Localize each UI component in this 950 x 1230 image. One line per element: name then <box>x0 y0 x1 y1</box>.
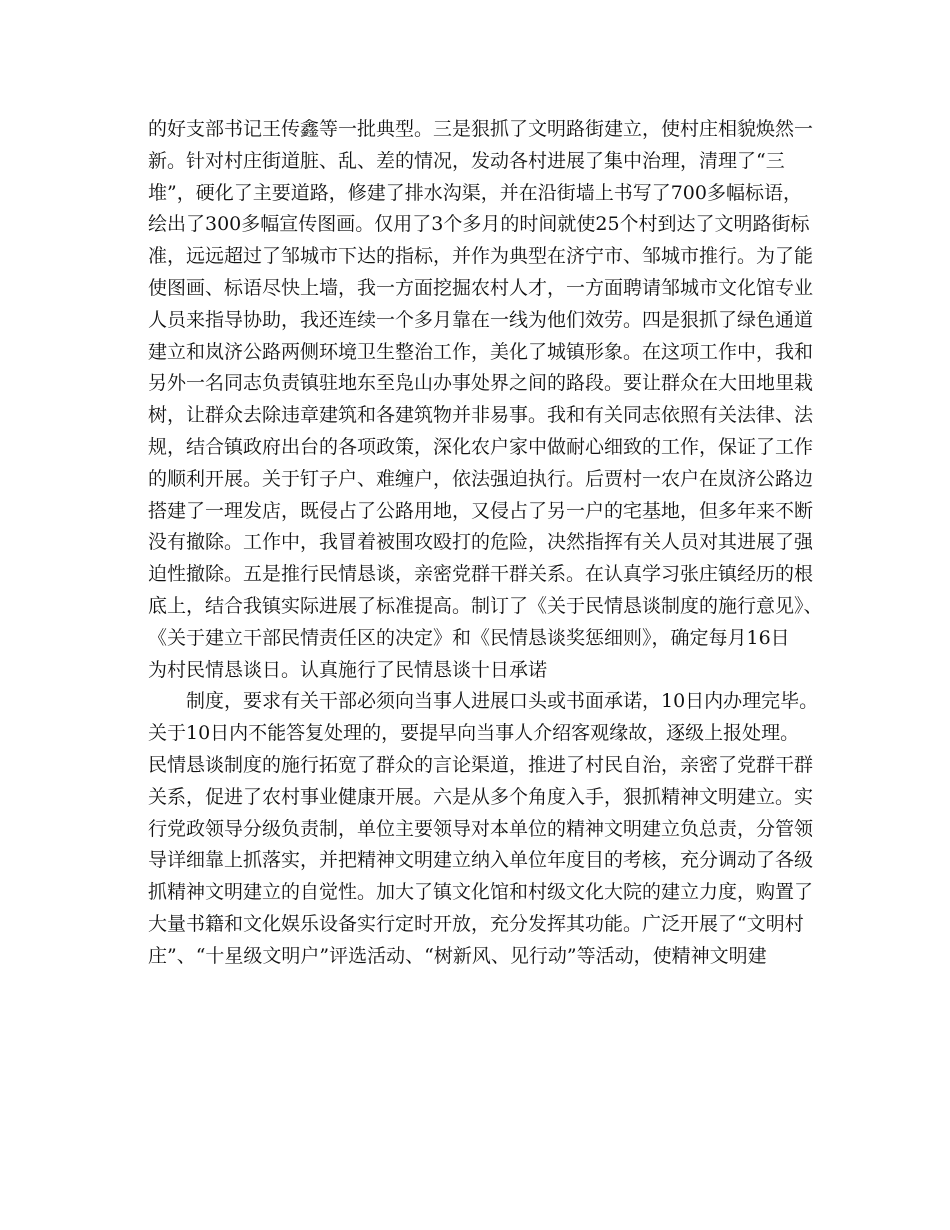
text-line: 民情恳谈制度的施行拓宽了群众的言论渠道，推进了村民自治，亲密了党群干群 <box>148 753 814 776</box>
text-line: 新。针对村庄街道脏、乱、差的情况，发动各村进展了集中治理，清理了“三 <box>148 149 785 172</box>
text-line: 没有撤除。工作中，我冒着被围攻殴打的危险，决然指挥有关人员对其进展了强 <box>148 531 814 554</box>
text-line: 另外一名同志负责镇驻地东至凫山办事处界之间的路段。要让群众在大田地里栽 <box>148 372 814 395</box>
text-line: 庄”、“十星级文明户”评选活动、“树新风、见行动”等活动，使精神文明建 <box>148 944 767 967</box>
text-line: 导详细靠上抓落实，并把精神文明建立纳入单位年度目的考核，充分调动了各级 <box>148 849 814 872</box>
text-line: 底上，结合我镇实际进展了标准提高。制订了《关于民情恳谈制度的施行意见》、 <box>148 594 823 617</box>
text-line: 大量书籍和文化娱乐设备实行定时开放，充分发挥其功能。广泛开展了“文明村 <box>148 912 804 935</box>
text-line: 抓精神文明建立的自觉性。加大了镇文化馆和村级文化大院的建立力度，购置了 <box>148 881 814 904</box>
text-line: 准，远远超过了邹城市下达的指标，并作为典型在济宁市、邹城市推行。为了能 <box>148 245 814 268</box>
text-line: 规，结合镇政府出台的各项政策，深化农户家中做耐心细致的工作，保证了工作 <box>148 435 814 458</box>
text-line: 为村民情恳谈日。认真施行了民情恳谈十日承诺 <box>148 658 548 681</box>
text-line: 绘出了300多幅宣传图画。仅用了3个多月的时间就使25个村到达了文明路街标 <box>148 213 810 236</box>
text-line: 堆”，硬化了主要道路，修建了排水沟渠，并在沿街墙上书写了700多幅标语， <box>148 181 802 204</box>
body-text <box>148 114 823 973</box>
text-line: 行党政领导分级负责制，单位主要领导对本单位的精神文明建立负总责，分管领 <box>148 817 814 840</box>
text-line: 《关于建立干部民情责任区的决定》和《民情恳谈奖惩细则》，确定每月16日 <box>148 626 790 649</box>
text-line: 使图画、标语尽快上墙，我一方面挖掘农村人才，一方面聘请邹城市文化馆专业 <box>148 276 814 299</box>
text-line: 人员来指导协助，我还连续一个多月靠在一线为他们效劳。四是狠抓了绿色通道 <box>148 308 814 331</box>
text-line: 建立和岚济公路两侧环境卫生整治工作，美化了城镇形象。在这项工作中，我和 <box>148 340 814 363</box>
text-line: 的顺利开展。关于钉子户、难缠户，依法强迫执行。后贾村一农户在岚济公路边 <box>148 467 814 490</box>
text-line: 关于10日内不能答复处理的，要提早向当事人介绍客观缘故，逐级上报处理。 <box>148 722 800 745</box>
text-line: 的好支部书记王传鑫等一批典型。三是狠抓了文明路街建立，使村庄相貌焕然一 <box>148 118 814 140</box>
text-line: 树，让群众去除违章建筑和各建筑物并非易事。我和有关同志依照有关法律、法 <box>148 404 814 427</box>
text-line: 制度，要求有关干部必须向当事人进展口头或书面承诺，10日内办理完毕。 <box>186 690 819 713</box>
text-line: 迫性撤除。五是推行民情恳谈，亲密党群干群关系。在认真学习张庄镇经历的根 <box>148 563 814 586</box>
text-line: 搭建了一理发店，既侵占了公路用地，又侵占了另一户的宅基地，但多年来不断 <box>148 499 814 522</box>
text-line: 关系，促进了农村事业健康开展。六是从多个角度入手，狠抓精神文明建立。实 <box>148 785 814 808</box>
